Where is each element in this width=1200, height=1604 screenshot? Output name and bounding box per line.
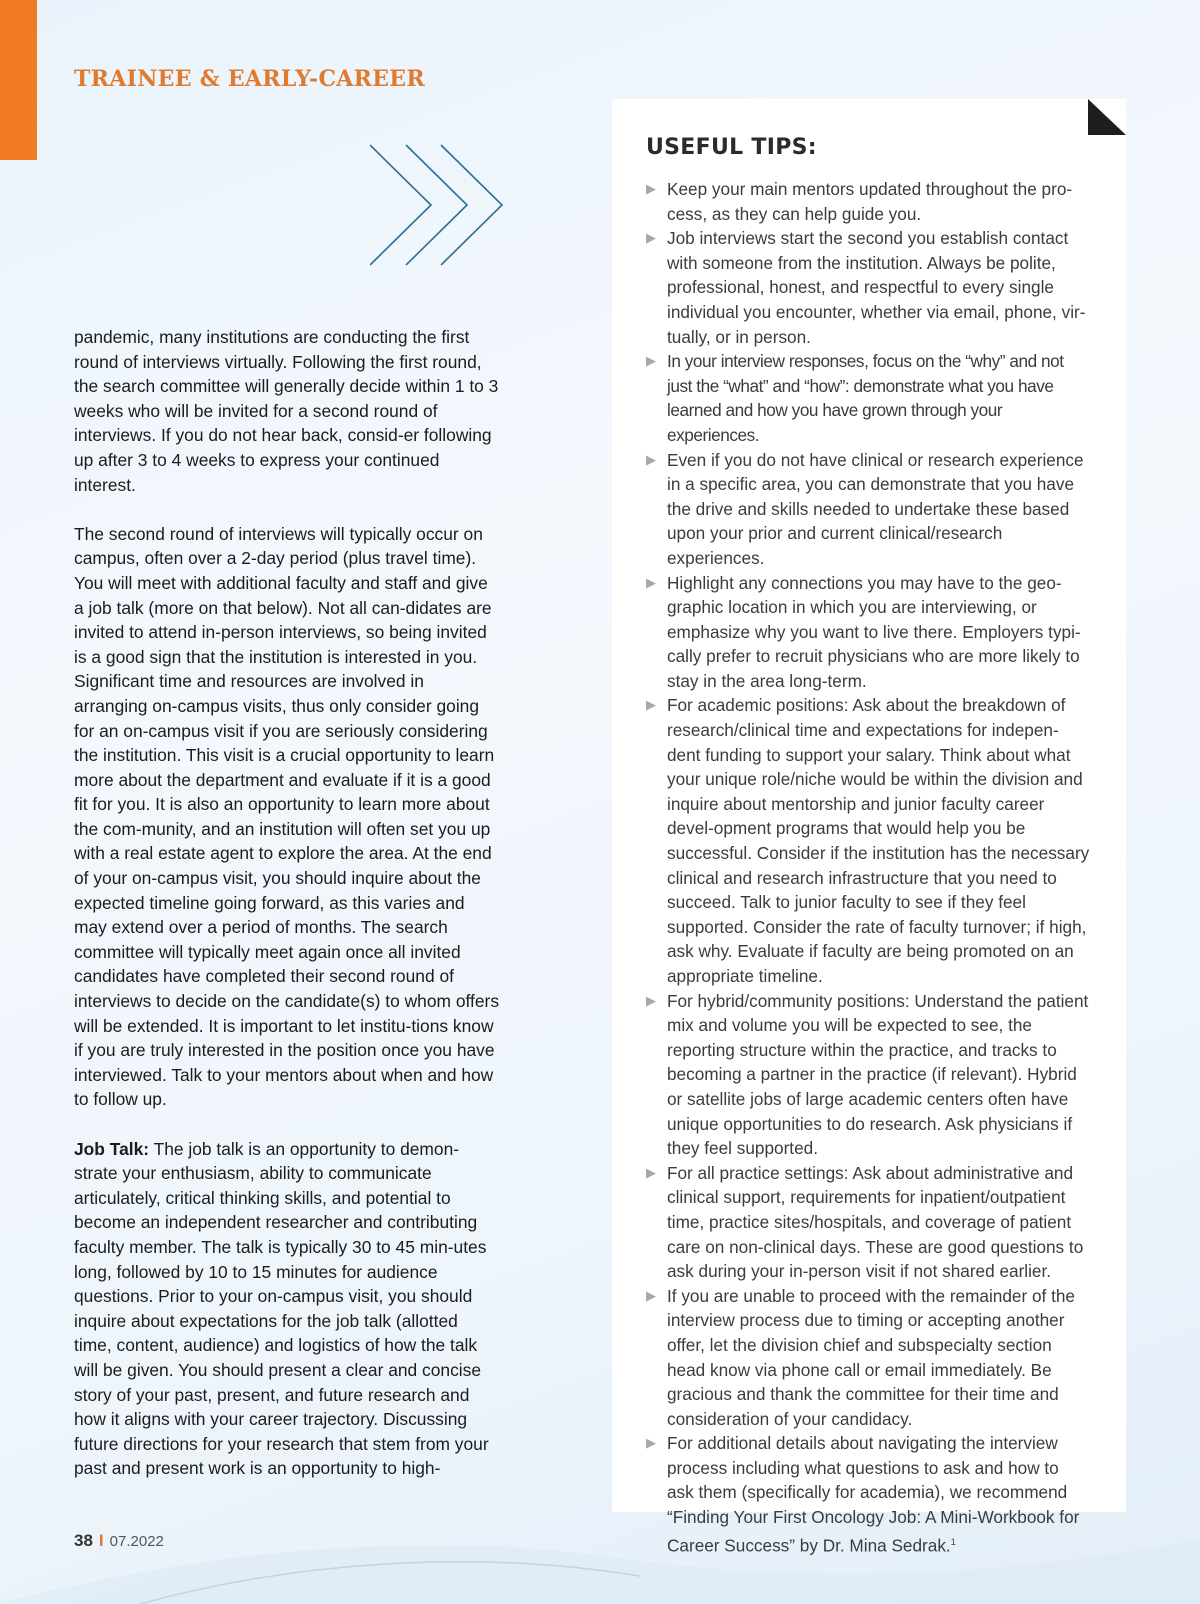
job-talk-text: The job talk is an opportunity to demon-strate your enthusiasm, ability to communicate articulately, critical thinking skills, and potential to become an independent researcher and contributing faculty member. The talk is typically 30 to 45 min-utes long, followed by 10 to 15 minutes for audience questions. Prior to your on-campus visit, you should inquire about expectations for the job talk (allotted time, content, audience) and logistics of how the talk will be given. You should present a clear and concise story of your past, present, and future research and how it aligns with your career trajectory. Discussing future directions for your research that stem from your past and present work is an opportunity to high- — [74, 1138, 489, 1479]
tip-text: For hybrid/community positions: Understand the patient mix and volume you will be expected to see, the reporting structure within the practice, and tracks to becoming a partner in the practice (if relevant). Hybrid or satellite jobs of large academic centers often have unique opportunities to do research. Ask physicians if they feel supported. — [667, 990, 1089, 1159]
tips-title: USEFUL TIPS: — [646, 135, 817, 160]
triangle-bullet-icon: ▶ — [646, 1164, 656, 1180]
tip-text: Keep your main mentors updated throughout the pro-cess, as they can help guide you. — [667, 179, 1073, 224]
job-talk-heading: Job Talk: — [74, 1138, 150, 1159]
triangle-bullet-icon: ▶ — [646, 353, 656, 369]
chevron-arrows-icon — [370, 143, 505, 268]
tip-text: Even if you do not have clinical or research experience in a specific area, you can demonstrate that you have the drive and skills needed to undertake these based upon your prior and current clinical/research experiences. — [667, 449, 1084, 568]
body-paragraph-1: pandemic, many institutions are conducting the first round of interviews virtually. Following the first round, the search committee will generally decide within 1 to 3 weeks who will be invited for a second round of interviews. If you do not hear back, consid-er following up after 3 to 4 weeks to express your continued interest. — [74, 327, 499, 495]
decorative-swoosh — [0, 1480, 1200, 1604]
tip-text: For all practice settings: Ask about administrative and clinical support, requirements for inpatient/outpatient time, practice sites/hospitals, and coverage of patient care on non-clinical days. These are good questions to ask during your in-person visit if not shared earlier. — [667, 1162, 1084, 1282]
issue-date: 07.2022 — [109, 1533, 164, 1550]
tip-text: If you are unable to proceed with the remainder of the interview process due to timing or accepting another offer, let the division chief and subspecialty section head know via phone call or email immediately. Be gracious and thank the committee for their time and consideration of your candidacy. — [667, 1285, 1075, 1429]
triangle-bullet-icon: ▶ — [646, 697, 656, 713]
body-paragraph-2: The second round of interviews will typically occur on campus, often over a 2-day period (plus travel time). You will meet with additional faculty and staff and give a job talk (more on that below). Not all can-didates are invited to attend in-person interviews, so being invited is a good sign that the institution is interested in you. Significant time and resources are involved in arranging on-campus visits, thus only consider going for an on-campus visit if you are seriously considering the institution. This visit is a crucial opportunity to learn more about the department and evaluate if it is a good fit for you. It is also an opportunity to learn more about the com-munity, and an institution will often set you up with a real estate agent to explore the area. At the end of your on-campus visit, you should inquire about the expected timeline going forward, as this varies and may extend over a period of months. The search committee will typically meet again once all invited candidates have completed their second round of interviews to decide on the candidate(s) to whom offers will be extended. It is important to let institu-tions know if you are truly interested in the position once you have interviewed. Talk to your mentors about when and how to follow up. — [74, 523, 500, 1110]
page-footer — [74, 1531, 164, 1551]
useful-tips-box — [612, 99, 1126, 1556]
tip-text: For additional details about navigating the interview process including what questions to ask and how to ask them (specifically for academia), we recommend “Finding Your First Oncology Job: A Mini-Workbook for Career Success” by Dr. Mina Sedrak. — [667, 1433, 1080, 1556]
triangle-bullet-icon: ▶ — [646, 230, 656, 246]
body-paragraph-3 — [74, 1137, 499, 1481]
tip-item — [646, 693, 1090, 988]
article-body — [74, 325, 499, 1506]
tip-item — [646, 571, 1090, 694]
tip-text: Job interviews start the second you establish contact with someone from the institution. Always be polite, professional, honest, and respectful to every single individual you encounter, whether via email, phone, vir-tually, or in person. — [667, 228, 1086, 347]
triangle-bullet-icon: ▶ — [646, 574, 656, 590]
tips-list — [646, 177, 1090, 1558]
tip-text: Highlight any connections you may have to the geo-graphic location in which you are interviewing, or emphasize why you want to live there. Employers typi-cally prefer to recruit physicians who are more likely to stay in the area long-term. — [667, 572, 1081, 691]
triangle-bullet-icon: ▶ — [646, 1287, 656, 1303]
triangle-bullet-icon: ▶ — [646, 451, 656, 467]
corner-fold-icon — [1088, 99, 1126, 135]
tip-item — [646, 1284, 1090, 1432]
section-label: TRAINEE & EARLY-CAREER — [74, 66, 425, 92]
tip-item — [646, 448, 1090, 571]
triangle-bullet-icon: ▶ — [646, 181, 656, 196]
tip-item — [646, 349, 1090, 447]
tip-item — [646, 989, 1090, 1161]
orange-side-tab — [0, 0, 37, 160]
footnote-marker: 1 — [950, 1536, 956, 1547]
triangle-bullet-icon: ▶ — [646, 1435, 656, 1451]
tip-item — [646, 1161, 1090, 1284]
footer-separator: I — [98, 1531, 104, 1550]
page-number: 38 — [74, 1531, 93, 1550]
tip-text: For academic positions: Ask about the breakdown of research/clinical time and expectations for indepen-dent funding to support your salary. Think about what your unique role/niche would be within the division and inquire about mentorship and junior faculty career devel-opment programs that would help you be successful. Consider if the institution has the necessary clinical and research infrastructure that you need to succeed. Talk to junior faculty to see if they feel supported. Consider the rate of faculty turnover; if high, ask why. Evaluate if faculty are being promoted on an appropriate timeline. — [667, 695, 1090, 986]
tip-item — [646, 177, 1090, 226]
tip-item — [646, 226, 1090, 349]
triangle-bullet-icon: ▶ — [646, 992, 656, 1008]
tip-text: In your interview responses, focus on the “why” and not just the “what” and “how”: demonstrate what you have learned and how you have grown through your experiences. — [667, 351, 1064, 445]
